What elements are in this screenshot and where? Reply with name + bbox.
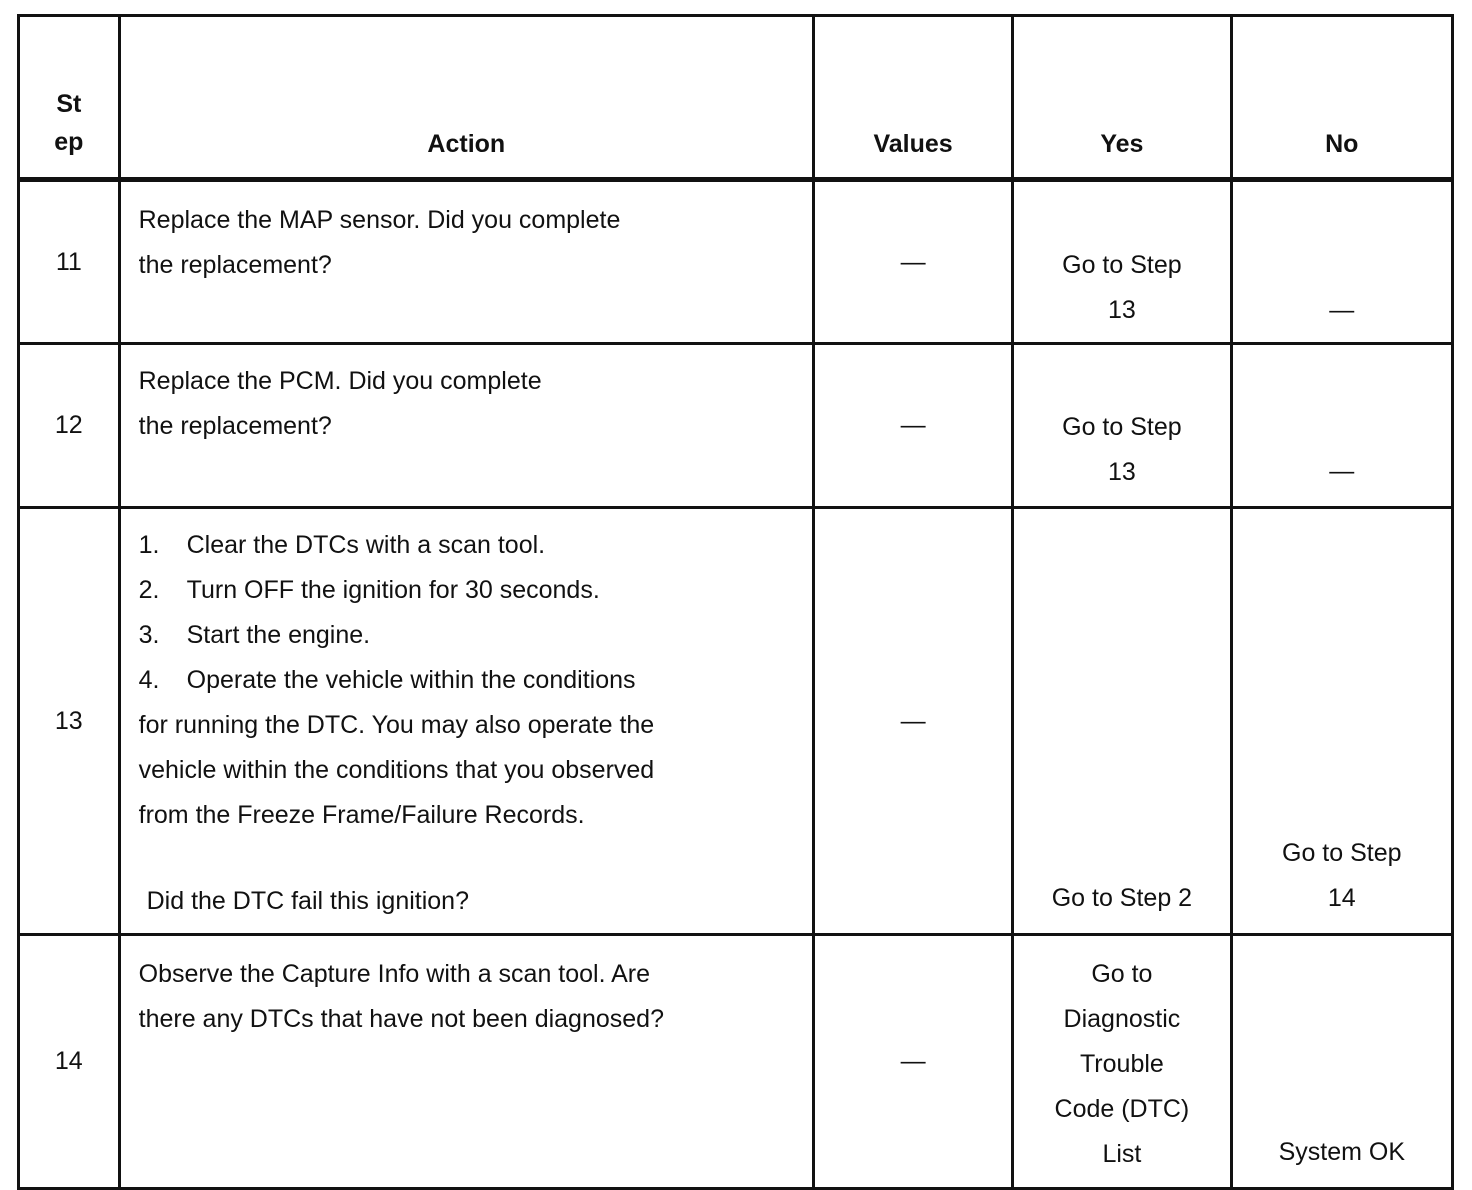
action-text: from the Freeze Frame/Failure Records. [138,801,585,829]
yes-cell [1013,508,1231,935]
header-step [19,16,120,180]
table-row [19,180,1453,344]
no-cell [1231,344,1452,508]
values-cell: — [813,180,1012,344]
action-cell [119,180,813,344]
header-yes: Yes [1013,16,1231,180]
action-cell [119,508,813,935]
no-cell [1231,180,1452,344]
values-cell: — [813,935,1012,1189]
yes-text: Diagnostic [1063,1005,1181,1033]
no-cell [1231,935,1452,1189]
action-cell [119,935,813,1189]
table-row [19,935,1453,1189]
no-cell [1231,508,1452,935]
yes-text: Go to Step 2 [1051,884,1193,912]
action-text: for running the DTC. You may also operate the [138,711,655,739]
list-text: Turn OFF the ignition for 30 seconds. [186,576,600,604]
header-values: Values [813,16,1012,180]
no-text: Go to Step [1282,839,1402,867]
yes-text: Trouble [1079,1050,1164,1078]
table-row [19,344,1453,508]
yes-text: 13 [1107,296,1136,324]
yes-text: Go to [1091,960,1153,988]
yes-text: 13 [1107,458,1136,486]
action-question: Did the DTC fail this ignition? [146,887,469,915]
header-action: Action [119,16,813,180]
step-number: 14 [19,935,120,1189]
yes-cell [1013,935,1231,1189]
action-text: vehicle within the conditions that you observed [138,756,655,784]
list-item [139,523,802,568]
action-text: Replace the PCM. Did you complete [138,367,542,395]
list-item [139,568,802,613]
values-cell: — [813,508,1012,935]
action-text: Observe the Capture Info with a scan tool. Are [138,960,651,988]
step-number: 12 [19,344,120,508]
list-item [139,658,802,703]
yes-text: Code (DTC) [1054,1095,1190,1123]
list-item [139,613,802,658]
list-number: 3. [138,621,160,649]
step-number: 11 [19,180,120,344]
yes-text: Go to Step [1062,413,1182,441]
diagnostic-table [17,14,1454,1190]
header-step-label: St ep [54,90,84,156]
no-text: — [1329,296,1355,324]
header-row [19,16,1453,180]
header-no: No [1231,16,1452,180]
yes-cell [1013,180,1231,344]
no-text: 14 [1327,884,1356,912]
no-text: — [1329,457,1355,485]
list-text: Operate the vehicle within the conditions [186,666,636,694]
values-cell: — [813,344,1012,508]
yes-text: Go to Step [1062,251,1182,279]
list-text: Start the engine. [186,621,371,649]
table-row [19,508,1453,935]
action-text: the replacement? [138,251,332,279]
no-text: System OK [1278,1138,1405,1166]
step-number: 13 [19,508,120,935]
action-text: the replacement? [138,412,332,440]
list-number: 4. [138,666,160,694]
yes-cell [1013,344,1231,508]
list-text: Clear the DTCs with a scan tool. [186,531,546,559]
yes-text: List [1102,1140,1142,1168]
action-text: there any DTCs that have not been diagnosed? [138,1005,664,1033]
list-number: 1. [138,531,160,559]
action-text: Replace the MAP sensor. Did you complete [138,206,621,234]
action-cell [119,344,813,508]
list-number: 2. [138,576,160,604]
